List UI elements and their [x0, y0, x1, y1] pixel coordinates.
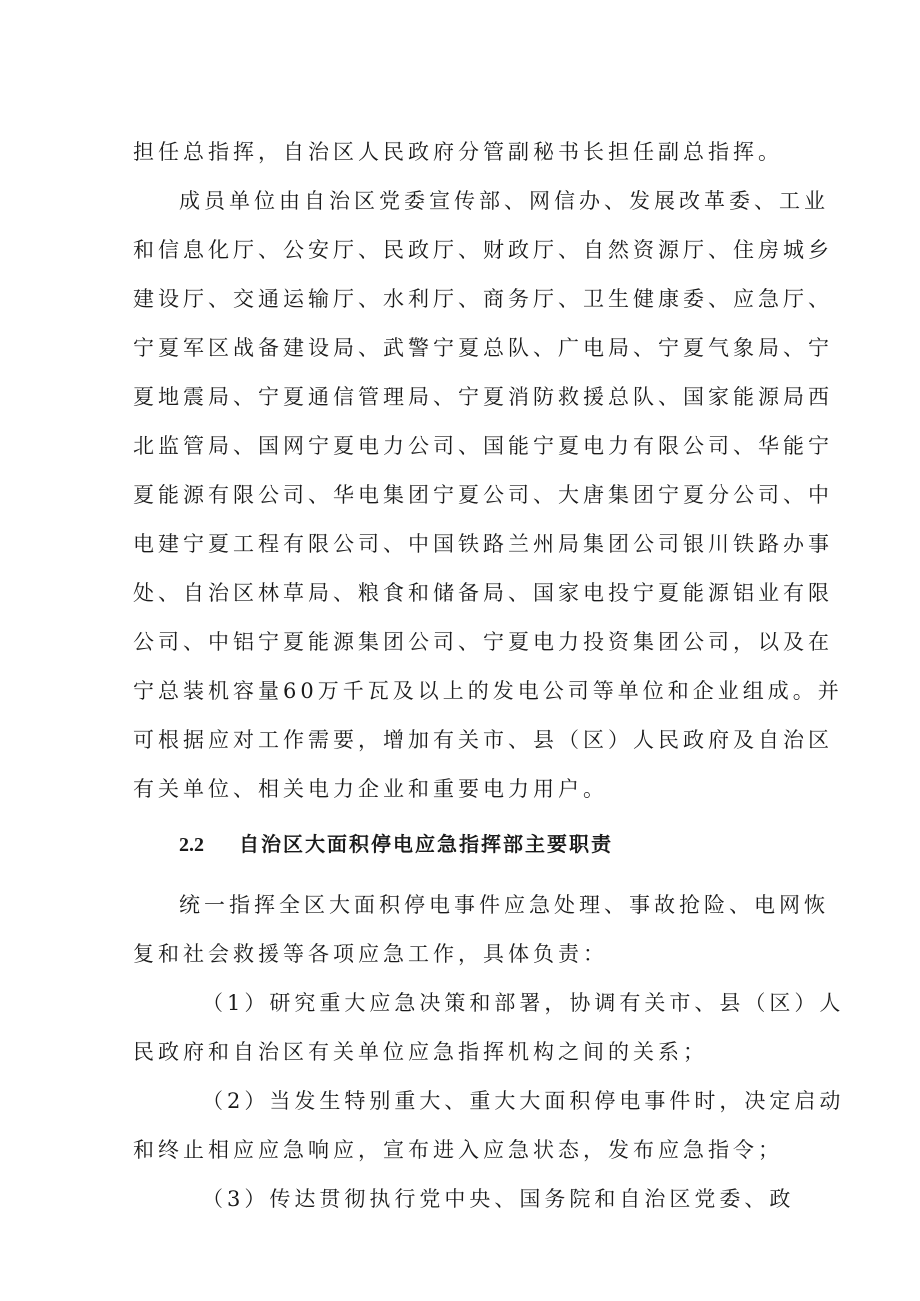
- document-body: [133, 128, 845, 1224]
- duty-item-3-line: （3）传达贯彻执行党中央、国务院和自治区党委、政: [202, 1187, 795, 1211]
- duties-intro-line: 复和社会救援等各项应急工作，具体负责：: [133, 942, 608, 966]
- members-line: 北监管局、国网宁夏电力公司、国能宁夏电力有限公司、华能宁: [133, 434, 833, 458]
- duty-item-2-line: 和终止相应应急响应，宣布进入应急状态，发布应急指令；: [133, 1138, 783, 1162]
- members-line: 可根据应对工作需要，增加有关市、县（区）人民政府及自治区: [133, 728, 833, 752]
- members-line: 公司、中铝宁夏能源集团公司、宁夏电力投资集团公司，以及在: [133, 630, 833, 654]
- section-heading: [133, 820, 793, 869]
- duty-item-1-line: （1）研究重大应急决策和部署，协调有关市、县（区）人: [202, 991, 845, 1015]
- members-line: 电建宁夏工程有限公司、中国铁路兰州局集团公司银川铁路办事: [133, 532, 833, 556]
- duties-intro-line: 统一指挥全区大面积停电事件应急处理、事故抢险、电网恢: [179, 893, 829, 917]
- members-line: 有关单位、相关电力企业和重要电力用户。: [133, 777, 608, 801]
- members-line: 和信息化厅、公安厅、民政厅、财政厅、自然资源厅、住房城乡: [133, 238, 833, 262]
- members-line: 成员单位由自治区党委宣传部、网信办、发展改革委、工业: [179, 189, 829, 213]
- members-line: 处、自治区林草局、粮食和储备局、国家电投宁夏能源铝业有限: [133, 581, 833, 605]
- duty-item-1-line: 民政府和自治区有关单位应急指挥机构之间的关系；: [133, 1040, 708, 1064]
- intro-line: 担任总指挥，自治区人民政府分管副秘书长担任副总指挥。: [133, 140, 783, 164]
- members-line: 夏能源有限公司、华电集团宁夏公司、大唐集团宁夏分公司、中: [133, 483, 833, 507]
- duty-item-2-line: （2）当发生特别重大、重大大面积停电事件时，决定启动: [202, 1089, 845, 1113]
- members-line: 建设厅、交通运输厅、水利厅、商务厅、卫生健康委、应急厅、: [133, 287, 833, 311]
- members-line: 夏地震局、宁夏通信管理局、宁夏消防救援总队、国家能源局西: [133, 385, 833, 409]
- section-title: 自治区大面积停电应急指挥部主要职责: [239, 832, 613, 856]
- members-line: 宁总装机容量60万千瓦及以上的发电公司等单位和企业组成。并: [133, 679, 843, 703]
- members-line: 宁夏军区战备建设局、武警宁夏总队、广电局、宁夏气象局、宁: [133, 336, 833, 360]
- section-number: 2.2: [179, 834, 204, 856]
